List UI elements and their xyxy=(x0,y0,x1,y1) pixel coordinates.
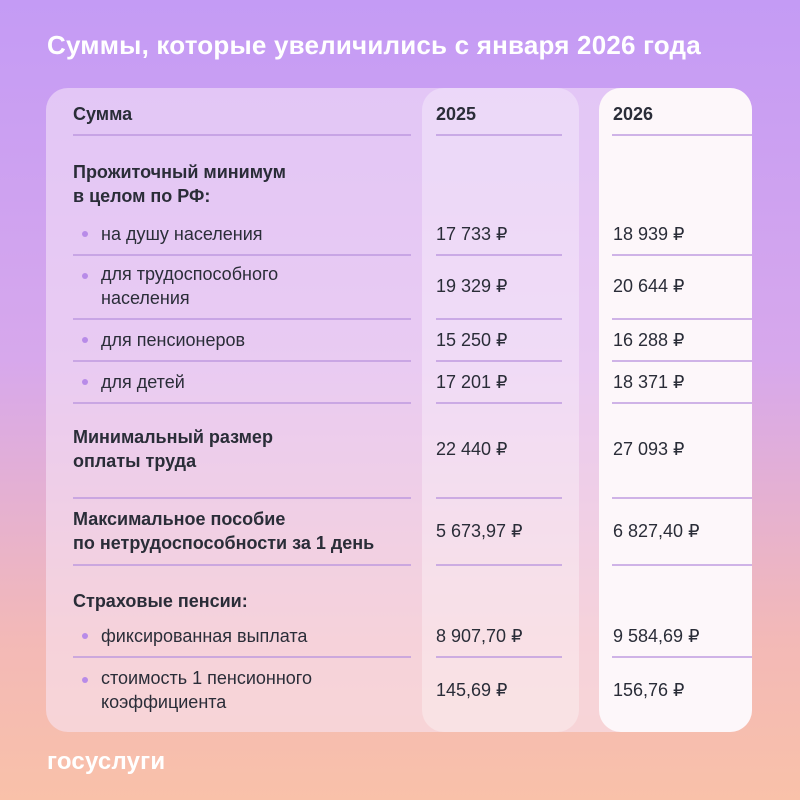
row-label: Максимальное пособие по нетрудоспособности за 1 день xyxy=(73,509,375,553)
separator xyxy=(73,134,411,136)
separator xyxy=(73,402,411,404)
bullet-icon xyxy=(82,231,88,237)
separator xyxy=(73,497,411,499)
bullet-icon xyxy=(82,633,88,639)
row-label: для детей xyxy=(101,372,185,392)
table-row xyxy=(0,660,800,720)
separator xyxy=(612,564,752,566)
bullet-icon xyxy=(82,337,88,343)
separator xyxy=(612,656,752,658)
separator xyxy=(612,134,752,136)
section-row-living-wage xyxy=(0,156,800,212)
table-row xyxy=(0,500,800,562)
gosuslugi-logo: госуслуги xyxy=(47,748,166,775)
bullet-icon xyxy=(82,677,88,683)
row-label: Минимальный размер оплаты труда xyxy=(73,427,273,471)
row-label: на душу населения xyxy=(101,224,263,244)
value-2025: 17 201 ₽ xyxy=(436,372,508,392)
row-label: фиксированная выплата xyxy=(101,626,308,646)
separator xyxy=(436,564,562,566)
bullet-icon xyxy=(82,379,88,385)
separator xyxy=(436,656,562,658)
header-label: Сумма xyxy=(73,104,133,124)
header-2026: 2026 xyxy=(613,104,654,124)
value-2025: 145,69 ₽ xyxy=(436,680,508,700)
row-label: для трудоспособного населения xyxy=(101,264,279,308)
section-heading: Страховые пенсии: xyxy=(73,591,248,611)
value-2026: 16 288 ₽ xyxy=(613,330,685,350)
separator xyxy=(73,564,411,566)
separator xyxy=(612,402,752,404)
table-row xyxy=(0,320,800,360)
separator xyxy=(612,497,752,499)
value-2026: 18 371 ₽ xyxy=(613,372,685,392)
separator xyxy=(436,134,562,136)
page-title: Суммы, которые увеличились с января 2026 года xyxy=(47,30,701,60)
section-row-pensions xyxy=(0,586,800,616)
table-header-row xyxy=(0,94,800,134)
value-2025: 19 329 ₽ xyxy=(436,276,508,296)
value-2026: 18 939 ₽ xyxy=(613,224,685,244)
value-2025: 22 440 ₽ xyxy=(436,439,508,459)
separator xyxy=(436,402,562,404)
bullet-icon xyxy=(82,273,88,279)
value-2025: 5 673,97 ₽ xyxy=(436,521,523,541)
row-label: для пенсионеров xyxy=(101,330,246,350)
value-2026: 20 644 ₽ xyxy=(613,276,685,296)
section-heading: Прожиточный минимум в целом по РФ: xyxy=(73,162,286,206)
value-2026: 156,76 ₽ xyxy=(613,680,685,700)
table-row xyxy=(0,214,800,254)
separator xyxy=(436,497,562,499)
table-row xyxy=(0,616,800,656)
value-2026: 27 093 ₽ xyxy=(613,439,685,459)
value-2025: 17 733 ₽ xyxy=(436,224,508,244)
header-2025: 2025 xyxy=(436,104,477,124)
table-row xyxy=(0,256,800,316)
value-2026: 6 827,40 ₽ xyxy=(613,521,700,541)
value-2026: 9 584,69 ₽ xyxy=(613,626,700,646)
table-row xyxy=(0,418,800,480)
separator xyxy=(73,656,411,658)
row-label: стоимость 1 пенсионного коэффициента xyxy=(101,668,312,712)
value-2025: 8 907,70 ₽ xyxy=(436,626,523,646)
table-row xyxy=(0,362,800,402)
value-2025: 15 250 ₽ xyxy=(436,330,508,350)
